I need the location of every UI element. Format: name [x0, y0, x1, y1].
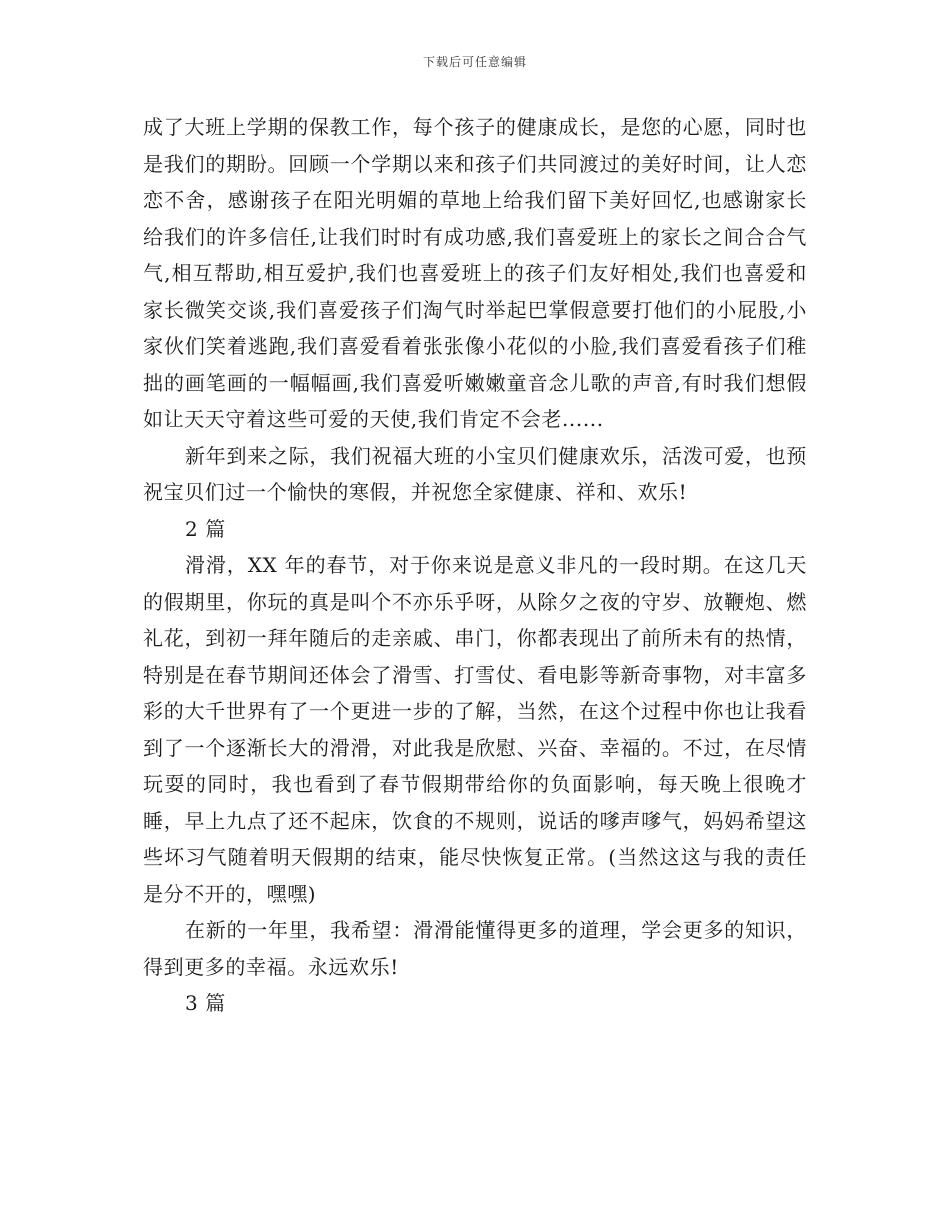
paragraph-1: 成了大班上学期的保教工作，每个孩子的健康成长，是您的心愿，同时也是我们的期盼。回顾一个学期以来和孩子们共同渡过的美好时间，让人恋恋不舍，感谢孩子在阳光明媚的草地上给我们留下美好回忆,也感谢家长给我们的许多信任,让我们时时有成功感,我们喜爱班上的家长之间合合气气,相互帮助,相互爱护,我们也喜爱班上的孩子们友好相处,我们也喜爱和家长微笑交谈,我们喜爱孩子们淘气时举起巴掌假意要打他们的小屁股,小家伙们笑着逃跑,我们喜爱看着张张像小花似的小脸,我们喜爱看孩子们稚拙的画笔画的一幅幅画,我们喜爱听嫩嫩童音念儿歌的声音,有时我们想假如让天天守着这些可爱的天使,我们肯定不会老......	[143, 115, 807, 431]
document-body	[143, 109, 807, 1022]
paragraph-2: 新年到来之际，我们祝福大班的小宝贝们健康欢乐，活泼可爱，也预祝宝贝们过一个愉快的寒假，并祝您全家健康、祥和、欢乐!	[143, 443, 807, 504]
page-header: 下载后可任意编辑	[422, 55, 527, 69]
paragraph-4: 在新的一年里，我希望：滑滑能懂得更多的道理，学会更多的知识，得到更多的幸福。永远欢乐!	[143, 918, 807, 979]
paragraph-3: 滑滑，XX 年的春节，对于你来说是意义非凡的一段时期。在这几天的假期里，你玩的真是叫个不亦乐乎呀，从除夕之夜的守岁、放鞭炮、燃礼花，到初一拜年随后的走亲戚、串门，你都表现出了前所未有的热情，特别是在春节期间还体会了滑雪、打雪仗、看电影等新奇事物，对丰富多彩的大千世界有了一个更进一步的了解，当然，在这个过程中你也让我看到了一个逐渐长大的滑滑，对此我是欣慰、兴奋、幸福的。不过，在尽情玩耍的同时，我也看到了春节假期带给你的负面影响，每天晚上很晚才睡，早上九点了还不起床，饮食的不规则，说话的嗲声嗲气，妈妈希望这些坏习气随着明天假期的结束，能尽快恢复正常。(当然这这与我的责任是分不开的，嘿嘿)	[143, 553, 807, 906]
section-heading-2: 2 篇	[185, 516, 226, 541]
section-heading-3: 3 篇	[185, 991, 226, 1015]
